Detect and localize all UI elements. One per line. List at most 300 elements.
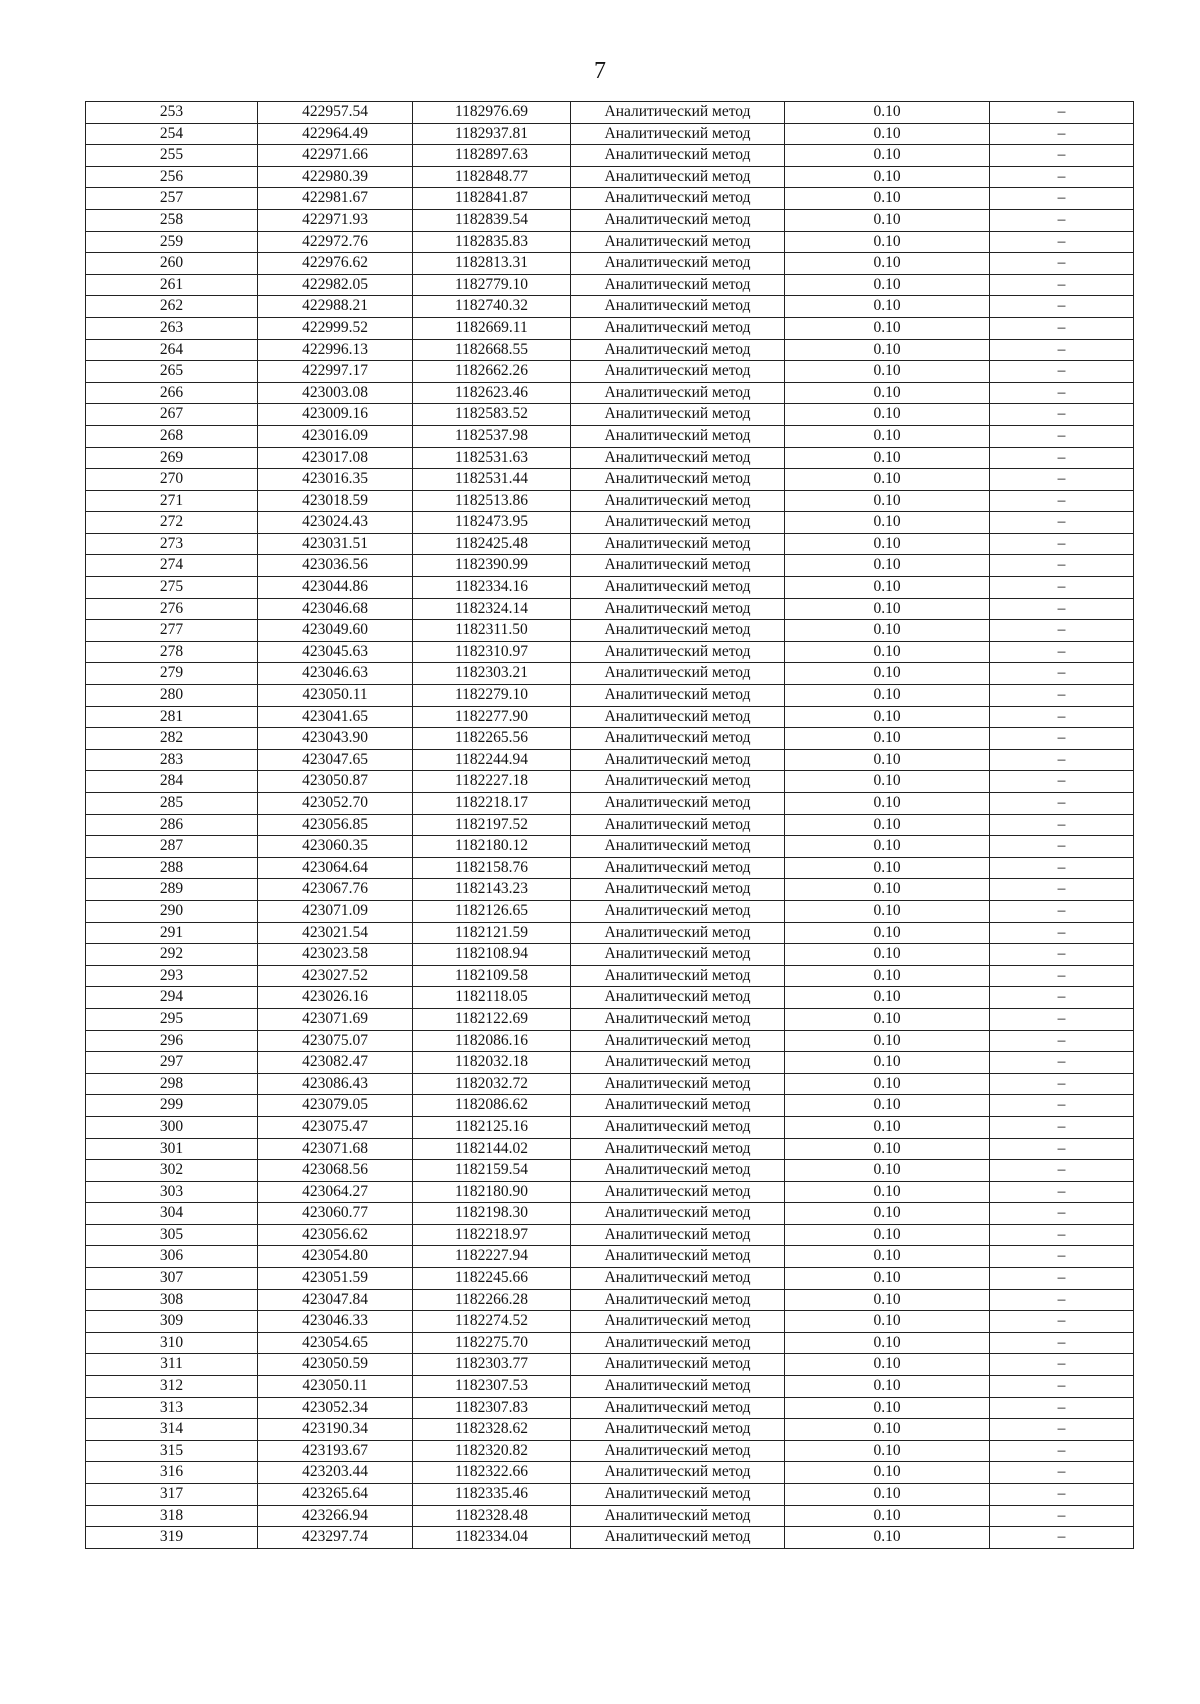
y-coordinate-cell: 1182473.95	[413, 512, 571, 534]
x-coordinate-cell: 423023.58	[258, 944, 413, 966]
x-coordinate-cell: 423050.87	[258, 771, 413, 793]
x-coordinate-cell: 423052.70	[258, 793, 413, 815]
accuracy-cell: 0.10	[785, 1289, 990, 1311]
x-coordinate-cell: 422988.21	[258, 296, 413, 318]
description-cell: –	[990, 1008, 1134, 1030]
point-number-cell: 303	[86, 1181, 258, 1203]
point-number-cell: 318	[86, 1505, 258, 1527]
description-cell: –	[990, 857, 1134, 879]
x-coordinate-cell: 423024.43	[258, 512, 413, 534]
description-cell: –	[990, 1354, 1134, 1376]
description-cell: –	[990, 1181, 1134, 1203]
x-coordinate-cell: 423046.33	[258, 1311, 413, 1333]
point-number-cell: 310	[86, 1332, 258, 1354]
point-number-cell: 314	[86, 1419, 258, 1441]
y-coordinate-cell: 1182813.31	[413, 253, 571, 275]
y-coordinate-cell: 1182158.76	[413, 857, 571, 879]
point-number-cell: 259	[86, 231, 258, 253]
accuracy-cell: 0.10	[785, 857, 990, 879]
method-cell: Аналитический метод	[571, 231, 785, 253]
table-row	[86, 706, 1134, 728]
y-coordinate-cell: 1182531.44	[413, 469, 571, 491]
accuracy-cell: 0.10	[785, 793, 990, 815]
description-cell: –	[990, 1160, 1134, 1182]
x-coordinate-cell: 423018.59	[258, 490, 413, 512]
method-cell: Аналитический метод	[571, 1311, 785, 1333]
description-cell: –	[990, 1289, 1134, 1311]
table-row	[86, 1397, 1134, 1419]
point-number-cell: 291	[86, 922, 258, 944]
table-row	[86, 469, 1134, 491]
point-number-cell: 272	[86, 512, 258, 534]
y-coordinate-cell: 1182198.30	[413, 1203, 571, 1225]
description-cell: –	[990, 1397, 1134, 1419]
accuracy-cell: 0.10	[785, 1095, 990, 1117]
description-cell: –	[990, 1376, 1134, 1398]
point-number-cell: 260	[86, 253, 258, 275]
method-cell: Аналитический метод	[571, 620, 785, 642]
y-coordinate-cell: 1182307.53	[413, 1376, 571, 1398]
table-row	[86, 188, 1134, 210]
x-coordinate-cell: 422972.76	[258, 231, 413, 253]
point-number-cell: 307	[86, 1268, 258, 1290]
method-cell: Аналитический метод	[571, 1527, 785, 1549]
table-row	[86, 317, 1134, 339]
y-coordinate-cell: 1182121.59	[413, 922, 571, 944]
accuracy-cell: 0.10	[785, 706, 990, 728]
method-cell: Аналитический метод	[571, 1030, 785, 1052]
accuracy-cell: 0.10	[785, 317, 990, 339]
method-cell: Аналитический метод	[571, 1289, 785, 1311]
table-row	[86, 339, 1134, 361]
accuracy-cell: 0.10	[785, 1527, 990, 1549]
method-cell: Аналитический метод	[571, 1138, 785, 1160]
x-coordinate-cell: 423031.51	[258, 533, 413, 555]
table-row	[86, 1160, 1134, 1182]
point-number-cell: 274	[86, 555, 258, 577]
x-coordinate-cell: 422964.49	[258, 123, 413, 145]
point-number-cell: 309	[86, 1311, 258, 1333]
method-cell: Аналитический метод	[571, 598, 785, 620]
table-row	[86, 555, 1134, 577]
x-coordinate-cell: 423047.84	[258, 1289, 413, 1311]
accuracy-cell: 0.10	[785, 1484, 990, 1506]
table-row	[86, 209, 1134, 231]
table-row	[86, 1527, 1134, 1549]
description-cell: –	[990, 965, 1134, 987]
description-cell: –	[990, 425, 1134, 447]
table-row	[86, 1440, 1134, 1462]
y-coordinate-cell: 1182275.70	[413, 1332, 571, 1354]
y-coordinate-cell: 1182274.52	[413, 1311, 571, 1333]
point-number-cell: 270	[86, 469, 258, 491]
point-number-cell: 253	[86, 102, 258, 124]
accuracy-cell: 0.10	[785, 1268, 990, 1290]
description-cell: –	[990, 944, 1134, 966]
description-cell: –	[990, 1505, 1134, 1527]
description-cell: –	[990, 814, 1134, 836]
point-number-cell: 281	[86, 706, 258, 728]
x-coordinate-cell: 423003.08	[258, 382, 413, 404]
method-cell: Аналитический метод	[571, 209, 785, 231]
point-number-cell: 282	[86, 728, 258, 750]
y-coordinate-cell: 1182279.10	[413, 685, 571, 707]
x-coordinate-cell: 423041.65	[258, 706, 413, 728]
table-row	[86, 879, 1134, 901]
method-cell: Аналитический метод	[571, 1095, 785, 1117]
description-cell: –	[990, 663, 1134, 685]
point-number-cell: 306	[86, 1246, 258, 1268]
description-cell: –	[990, 1224, 1134, 1246]
accuracy-cell: 0.10	[785, 1203, 990, 1225]
description-cell: –	[990, 1440, 1134, 1462]
accuracy-cell: 0.10	[785, 598, 990, 620]
x-coordinate-cell: 422971.66	[258, 145, 413, 167]
method-cell: Аналитический метод	[571, 1073, 785, 1095]
method-cell: Аналитический метод	[571, 317, 785, 339]
accuracy-cell: 0.10	[785, 123, 990, 145]
y-coordinate-cell: 1182669.11	[413, 317, 571, 339]
accuracy-cell: 0.10	[785, 296, 990, 318]
table-row	[86, 685, 1134, 707]
y-coordinate-cell: 1182086.16	[413, 1030, 571, 1052]
method-cell: Аналитический метод	[571, 857, 785, 879]
x-coordinate-cell: 422999.52	[258, 317, 413, 339]
accuracy-cell: 0.10	[785, 944, 990, 966]
y-coordinate-cell: 1182668.55	[413, 339, 571, 361]
description-cell: –	[990, 404, 1134, 426]
x-coordinate-cell: 423064.27	[258, 1181, 413, 1203]
point-number-cell: 285	[86, 793, 258, 815]
y-coordinate-cell: 1182159.54	[413, 1160, 571, 1182]
description-cell: –	[990, 641, 1134, 663]
y-coordinate-cell: 1182334.16	[413, 577, 571, 599]
description-cell: –	[990, 728, 1134, 750]
accuracy-cell: 0.10	[785, 490, 990, 512]
y-coordinate-cell: 1182740.32	[413, 296, 571, 318]
method-cell: Аналитический метод	[571, 1052, 785, 1074]
method-cell: Аналитический метод	[571, 1462, 785, 1484]
description-cell: –	[990, 1052, 1134, 1074]
accuracy-cell: 0.10	[785, 771, 990, 793]
accuracy-cell: 0.10	[785, 879, 990, 901]
table-row	[86, 836, 1134, 858]
method-cell: Аналитический метод	[571, 1354, 785, 1376]
point-number-cell: 301	[86, 1138, 258, 1160]
accuracy-cell: 0.10	[785, 1354, 990, 1376]
point-number-cell: 265	[86, 361, 258, 383]
x-coordinate-cell: 422997.17	[258, 361, 413, 383]
method-cell: Аналитический метод	[571, 944, 785, 966]
point-number-cell: 262	[86, 296, 258, 318]
point-number-cell: 256	[86, 166, 258, 188]
accuracy-cell: 0.10	[785, 339, 990, 361]
x-coordinate-cell: 423064.64	[258, 857, 413, 879]
y-coordinate-cell: 1182118.05	[413, 987, 571, 1009]
y-coordinate-cell: 1182841.87	[413, 188, 571, 210]
description-cell: –	[990, 145, 1134, 167]
y-coordinate-cell: 1182032.72	[413, 1073, 571, 1095]
point-number-cell: 286	[86, 814, 258, 836]
accuracy-cell: 0.10	[785, 209, 990, 231]
point-number-cell: 308	[86, 1289, 258, 1311]
point-number-cell: 276	[86, 598, 258, 620]
x-coordinate-cell: 423026.16	[258, 987, 413, 1009]
method-cell: Аналитический метод	[571, 1332, 785, 1354]
accuracy-cell: 0.10	[785, 1332, 990, 1354]
y-coordinate-cell: 1182032.18	[413, 1052, 571, 1074]
description-cell: –	[990, 361, 1134, 383]
x-coordinate-cell: 423051.59	[258, 1268, 413, 1290]
accuracy-cell: 0.10	[785, 533, 990, 555]
point-number-cell: 302	[86, 1160, 258, 1182]
x-coordinate-cell: 423016.09	[258, 425, 413, 447]
description-cell: –	[990, 490, 1134, 512]
accuracy-cell: 0.10	[785, 1116, 990, 1138]
y-coordinate-cell: 1182307.83	[413, 1397, 571, 1419]
description-cell: –	[990, 685, 1134, 707]
accuracy-cell: 0.10	[785, 145, 990, 167]
description-cell: –	[990, 598, 1134, 620]
description-cell: –	[990, 577, 1134, 599]
point-number-cell: 294	[86, 987, 258, 1009]
description-cell: –	[990, 166, 1134, 188]
y-coordinate-cell: 1182310.97	[413, 641, 571, 663]
method-cell: Аналитический метод	[571, 900, 785, 922]
method-cell: Аналитический метод	[571, 404, 785, 426]
description-cell: –	[990, 469, 1134, 491]
table-row	[86, 1224, 1134, 1246]
y-coordinate-cell: 1182322.66	[413, 1462, 571, 1484]
x-coordinate-cell: 423056.85	[258, 814, 413, 836]
description-cell: –	[990, 1484, 1134, 1506]
point-number-cell: 271	[86, 490, 258, 512]
method-cell: Аналитический метод	[571, 469, 785, 491]
table-row	[86, 1289, 1134, 1311]
x-coordinate-cell: 423060.77	[258, 1203, 413, 1225]
description-cell: –	[990, 231, 1134, 253]
table-row	[86, 598, 1134, 620]
y-coordinate-cell: 1182108.94	[413, 944, 571, 966]
method-cell: Аналитический метод	[571, 836, 785, 858]
description-cell: –	[990, 771, 1134, 793]
method-cell: Аналитический метод	[571, 1160, 785, 1182]
point-number-cell: 284	[86, 771, 258, 793]
y-coordinate-cell: 1182227.18	[413, 771, 571, 793]
x-coordinate-cell: 423045.63	[258, 641, 413, 663]
table-row	[86, 166, 1134, 188]
method-cell: Аналитический метод	[571, 1181, 785, 1203]
description-cell: –	[990, 1030, 1134, 1052]
y-coordinate-cell: 1182537.98	[413, 425, 571, 447]
description-cell: –	[990, 512, 1134, 534]
table-row	[86, 965, 1134, 987]
point-number-cell: 317	[86, 1484, 258, 1506]
x-coordinate-cell: 423193.67	[258, 1440, 413, 1462]
point-number-cell: 264	[86, 339, 258, 361]
y-coordinate-cell: 1182143.23	[413, 879, 571, 901]
method-cell: Аналитический метод	[571, 987, 785, 1009]
y-coordinate-cell: 1182125.16	[413, 1116, 571, 1138]
x-coordinate-cell: 422971.93	[258, 209, 413, 231]
table-row	[86, 361, 1134, 383]
description-cell: –	[990, 253, 1134, 275]
x-coordinate-cell: 423071.68	[258, 1138, 413, 1160]
y-coordinate-cell: 1182126.65	[413, 900, 571, 922]
point-number-cell: 283	[86, 749, 258, 771]
point-number-cell: 269	[86, 447, 258, 469]
table-row	[86, 1181, 1134, 1203]
x-coordinate-cell: 423071.09	[258, 900, 413, 922]
description-cell: –	[990, 1246, 1134, 1268]
accuracy-cell: 0.10	[785, 1246, 990, 1268]
method-cell: Аналитический метод	[571, 771, 785, 793]
description-cell: –	[990, 1419, 1134, 1441]
point-number-cell: 288	[86, 857, 258, 879]
accuracy-cell: 0.10	[785, 231, 990, 253]
description-cell: –	[990, 296, 1134, 318]
point-number-cell: 315	[86, 1440, 258, 1462]
y-coordinate-cell: 1182839.54	[413, 209, 571, 231]
method-cell: Аналитический метод	[571, 361, 785, 383]
method-cell: Аналитический метод	[571, 1440, 785, 1462]
x-coordinate-cell: 423046.68	[258, 598, 413, 620]
method-cell: Аналитический метод	[571, 1484, 785, 1506]
y-coordinate-cell: 1182320.82	[413, 1440, 571, 1462]
table-row	[86, 1030, 1134, 1052]
x-coordinate-cell: 422982.05	[258, 274, 413, 296]
method-cell: Аналитический метод	[571, 1246, 785, 1268]
x-coordinate-cell: 423027.52	[258, 965, 413, 987]
point-number-cell: 319	[86, 1527, 258, 1549]
point-number-cell: 267	[86, 404, 258, 426]
page-number: 7	[594, 58, 606, 84]
accuracy-cell: 0.10	[785, 1138, 990, 1160]
point-number-cell: 255	[86, 145, 258, 167]
point-number-cell: 254	[86, 123, 258, 145]
table-row	[86, 1332, 1134, 1354]
method-cell: Аналитический метод	[571, 188, 785, 210]
table-row	[86, 382, 1134, 404]
table-row	[86, 490, 1134, 512]
point-number-cell: 261	[86, 274, 258, 296]
y-coordinate-cell: 1182227.94	[413, 1246, 571, 1268]
table-row	[86, 793, 1134, 815]
x-coordinate-cell: 423265.64	[258, 1484, 413, 1506]
point-number-cell: 292	[86, 944, 258, 966]
table-row	[86, 663, 1134, 685]
description-cell: –	[990, 1268, 1134, 1290]
accuracy-cell: 0.10	[785, 685, 990, 707]
y-coordinate-cell: 1182180.90	[413, 1181, 571, 1203]
description-cell: –	[990, 1462, 1134, 1484]
method-cell: Аналитический метод	[571, 879, 785, 901]
point-number-cell: 268	[86, 425, 258, 447]
point-number-cell: 275	[86, 577, 258, 599]
description-cell: –	[990, 749, 1134, 771]
y-coordinate-cell: 1182144.02	[413, 1138, 571, 1160]
table-row	[86, 533, 1134, 555]
accuracy-cell: 0.10	[785, 274, 990, 296]
point-number-cell: 273	[86, 533, 258, 555]
table-row	[86, 404, 1134, 426]
accuracy-cell: 0.10	[785, 425, 990, 447]
x-coordinate-cell: 423079.05	[258, 1095, 413, 1117]
table-row	[86, 1203, 1134, 1225]
description-cell: –	[990, 836, 1134, 858]
y-coordinate-cell: 1182311.50	[413, 620, 571, 642]
x-coordinate-cell: 423266.94	[258, 1505, 413, 1527]
accuracy-cell: 0.10	[785, 447, 990, 469]
x-coordinate-cell: 422996.13	[258, 339, 413, 361]
table-row	[86, 944, 1134, 966]
x-coordinate-cell: 423054.65	[258, 1332, 413, 1354]
method-cell: Аналитический метод	[571, 965, 785, 987]
table-row	[86, 123, 1134, 145]
y-coordinate-cell: 1182324.14	[413, 598, 571, 620]
accuracy-cell: 0.10	[785, 361, 990, 383]
y-coordinate-cell: 1182334.04	[413, 1527, 571, 1549]
point-number-cell: 289	[86, 879, 258, 901]
method-cell: Аналитический метод	[571, 447, 785, 469]
description-cell: –	[990, 1311, 1134, 1333]
table-row	[86, 102, 1134, 124]
accuracy-cell: 0.10	[785, 987, 990, 1009]
y-coordinate-cell: 1182180.12	[413, 836, 571, 858]
point-number-cell: 311	[86, 1354, 258, 1376]
method-cell: Аналитический метод	[571, 641, 785, 663]
y-coordinate-cell: 1182848.77	[413, 166, 571, 188]
y-coordinate-cell: 1182266.28	[413, 1289, 571, 1311]
y-coordinate-cell: 1182897.63	[413, 145, 571, 167]
y-coordinate-cell: 1182779.10	[413, 274, 571, 296]
y-coordinate-cell: 1182583.52	[413, 404, 571, 426]
description-cell: –	[990, 123, 1134, 145]
method-cell: Аналитический метод	[571, 123, 785, 145]
method-cell: Аналитический метод	[571, 166, 785, 188]
y-coordinate-cell: 1182425.48	[413, 533, 571, 555]
accuracy-cell: 0.10	[785, 253, 990, 275]
accuracy-cell: 0.10	[785, 188, 990, 210]
method-cell: Аналитический метод	[571, 706, 785, 728]
x-coordinate-cell: 423046.63	[258, 663, 413, 685]
description-cell: –	[990, 1073, 1134, 1095]
table-row	[86, 1052, 1134, 1074]
description-cell: –	[990, 1203, 1134, 1225]
point-number-cell: 313	[86, 1397, 258, 1419]
method-cell: Аналитический метод	[571, 555, 785, 577]
description-cell: –	[990, 1138, 1134, 1160]
y-coordinate-cell: 1182197.52	[413, 814, 571, 836]
x-coordinate-cell: 423075.47	[258, 1116, 413, 1138]
x-coordinate-cell: 423068.56	[258, 1160, 413, 1182]
description-cell: –	[990, 1332, 1134, 1354]
accuracy-cell: 0.10	[785, 641, 990, 663]
table-row	[86, 900, 1134, 922]
y-coordinate-cell: 1182086.62	[413, 1095, 571, 1117]
x-coordinate-cell: 422976.62	[258, 253, 413, 275]
x-coordinate-cell: 423190.34	[258, 1419, 413, 1441]
description-cell: –	[990, 339, 1134, 361]
y-coordinate-cell: 1182623.46	[413, 382, 571, 404]
y-coordinate-cell: 1182835.83	[413, 231, 571, 253]
y-coordinate-cell: 1182265.56	[413, 728, 571, 750]
table-row	[86, 231, 1134, 253]
accuracy-cell: 0.10	[785, 1160, 990, 1182]
point-number-cell: 290	[86, 900, 258, 922]
description-cell: –	[990, 317, 1134, 339]
method-cell: Аналитический метод	[571, 533, 785, 555]
